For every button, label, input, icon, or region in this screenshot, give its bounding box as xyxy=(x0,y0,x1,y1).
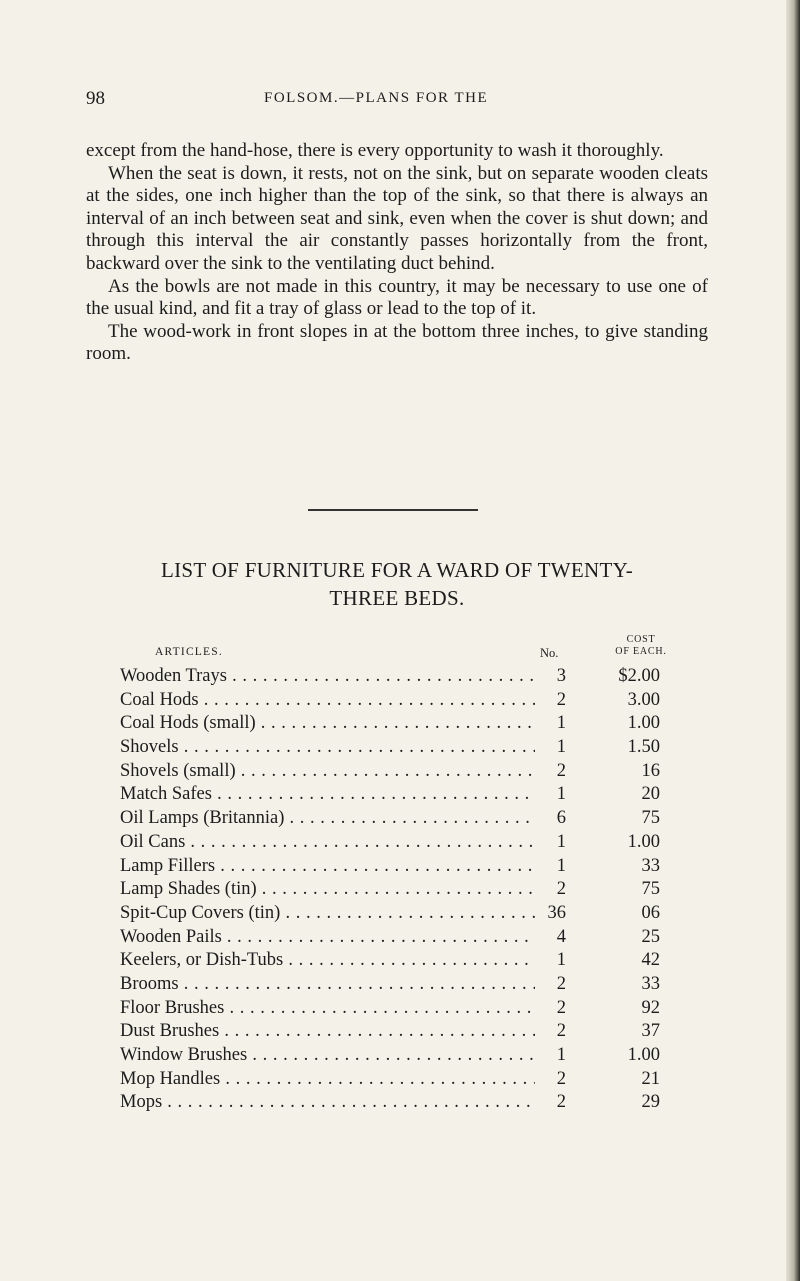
cost-cell: 06 xyxy=(641,902,660,923)
quantity-cell: 2 xyxy=(556,879,566,900)
article-cell: Wooden Pails . . . xyxy=(120,927,535,948)
table-row xyxy=(120,879,660,903)
cost-cell: 75 xyxy=(641,808,660,829)
column-header-cost-line-2: OF EACH. xyxy=(615,646,667,657)
article-cell: Lamp Fillers . . . xyxy=(120,856,535,877)
page-header xyxy=(86,88,706,118)
quantity-cell: 1 xyxy=(556,784,566,805)
table-row xyxy=(120,856,660,880)
article-cell: Shovels . . . xyxy=(120,737,535,758)
article-cell: Oil Cans . . . xyxy=(120,832,535,853)
article-cell: Shovels (small) . . . xyxy=(120,761,535,782)
paragraph: except from the hand-hose, there is every opportunity to wash it thoroughly. xyxy=(86,140,664,161)
cost-cell: 1.00 xyxy=(627,713,660,734)
table-row xyxy=(120,808,660,832)
paragraph: The wood-work in front slopes in at the bottom three inches, to give standing room. xyxy=(86,320,708,365)
table-row xyxy=(120,713,660,737)
article-cell: Brooms . . . xyxy=(120,974,535,995)
cost-cell: 42 xyxy=(641,950,660,971)
quantity-cell: 2 xyxy=(556,760,566,781)
article-cell: Match Safes . . . xyxy=(120,784,535,805)
table-body xyxy=(120,666,660,1116)
table-row xyxy=(120,666,660,690)
quantity-cell: 2 xyxy=(556,1021,566,1042)
quantity-cell: 1 xyxy=(556,950,566,971)
table-row xyxy=(120,1045,660,1069)
table-row xyxy=(120,974,660,998)
cost-cell: 20 xyxy=(641,784,660,805)
quantity-cell: 36 xyxy=(547,902,566,923)
article-cell: Oil Lamps (Britannia) . . . xyxy=(120,808,535,829)
cost-cell: 75 xyxy=(641,879,660,900)
cost-cell: 29 xyxy=(641,1092,660,1113)
article-cell: Mops . . . xyxy=(120,1092,535,1113)
cost-cell: $2.00 xyxy=(618,666,660,686)
article-cell: Floor Brushes . . . xyxy=(120,998,535,1019)
table-row xyxy=(120,832,660,856)
cost-cell: 16 xyxy=(641,760,660,781)
article-cell: Mop Handles . . . xyxy=(120,1069,535,1090)
column-header-no: No. xyxy=(540,646,559,660)
quantity-cell: 1 xyxy=(556,831,566,852)
table-row xyxy=(120,927,660,951)
quantity-cell: 2 xyxy=(556,997,566,1018)
table-row xyxy=(120,1021,660,1045)
quantity-cell: 1 xyxy=(556,855,566,876)
cost-cell: 25 xyxy=(641,926,660,947)
quantity-cell: 1 xyxy=(556,713,566,734)
list-title-line-2: THREE BEDS. xyxy=(329,586,465,610)
page-edge-shadow xyxy=(786,0,800,1281)
cost-cell: 1.50 xyxy=(627,737,660,758)
table-row xyxy=(120,950,660,974)
table-row xyxy=(120,690,660,714)
page-number: 98 xyxy=(86,88,105,109)
cost-cell: 33 xyxy=(641,973,660,994)
article-cell: Window Brushes . . . xyxy=(120,1045,535,1066)
list-title xyxy=(86,556,708,612)
column-header-articles: ARTICLES. xyxy=(155,646,223,658)
article-cell: Coal Hods (small) . . . xyxy=(120,713,535,734)
column-header-cost xyxy=(596,634,686,658)
cost-cell: 92 xyxy=(641,997,660,1018)
table-row xyxy=(120,737,660,761)
article-cell: Keelers, or Dish-Tubs . . . xyxy=(120,950,535,971)
quantity-cell: 4 xyxy=(556,926,566,947)
paragraph: As the bowls are not made in this country, it may be necessary to use one of the usual kind, and fit a tray of glass or lead to the top of it. xyxy=(86,275,708,320)
cost-cell: 37 xyxy=(641,1021,660,1042)
table-row xyxy=(120,1069,660,1093)
table-row xyxy=(120,784,660,808)
article-cell: Spit-Cup Covers (tin) . . . xyxy=(120,903,535,924)
article-cell: Lamp Shades (tin) . . . xyxy=(120,879,535,900)
quantity-cell: 2 xyxy=(556,1068,566,1089)
table-row xyxy=(120,1092,660,1116)
article-cell: Dust Brushes . . . xyxy=(120,1021,535,1042)
list-title-line-1: LIST OF FURNITURE FOR A WARD OF TWENTY- xyxy=(161,558,633,582)
quantity-cell: 6 xyxy=(556,808,566,829)
table-header xyxy=(120,630,667,666)
table-row xyxy=(120,998,660,1022)
article-cell: Wooden Trays . . . xyxy=(120,666,535,687)
quantity-cell: 3 xyxy=(556,666,566,686)
table-row xyxy=(120,761,660,785)
table-row xyxy=(120,903,660,927)
cost-cell: 33 xyxy=(641,855,660,876)
quantity-cell: 2 xyxy=(556,1092,566,1113)
cost-cell: 3.00 xyxy=(627,689,660,710)
cost-cell: 21 xyxy=(641,1068,660,1089)
paragraph: When the seat is down, it rests, not on the sink, but on separate wooden cleats at the sides, one inch higher than the top of the sink, so that there is always an interval of an inch between seat and sink, even when the cover is shut down; and through this interval the air constantly passes horizontally from the front, backward over the sink to the ventilating duct behind. xyxy=(86,162,708,274)
quantity-cell: 1 xyxy=(556,737,566,758)
quantity-cell: 1 xyxy=(556,1045,566,1065)
section-divider xyxy=(308,509,478,511)
running-head: FOLSOM.—PLANS FOR THE xyxy=(264,90,489,106)
body-text xyxy=(86,140,708,366)
article-cell: Coal Hods . . . xyxy=(120,690,535,711)
column-header-cost-line-1: COST xyxy=(626,634,656,645)
cost-cell: 1.00 xyxy=(627,831,660,852)
quantity-cell: 2 xyxy=(556,689,566,710)
furniture-table xyxy=(120,630,667,1116)
cost-cell: 1.00 xyxy=(627,1045,660,1065)
quantity-cell: 2 xyxy=(556,973,566,994)
